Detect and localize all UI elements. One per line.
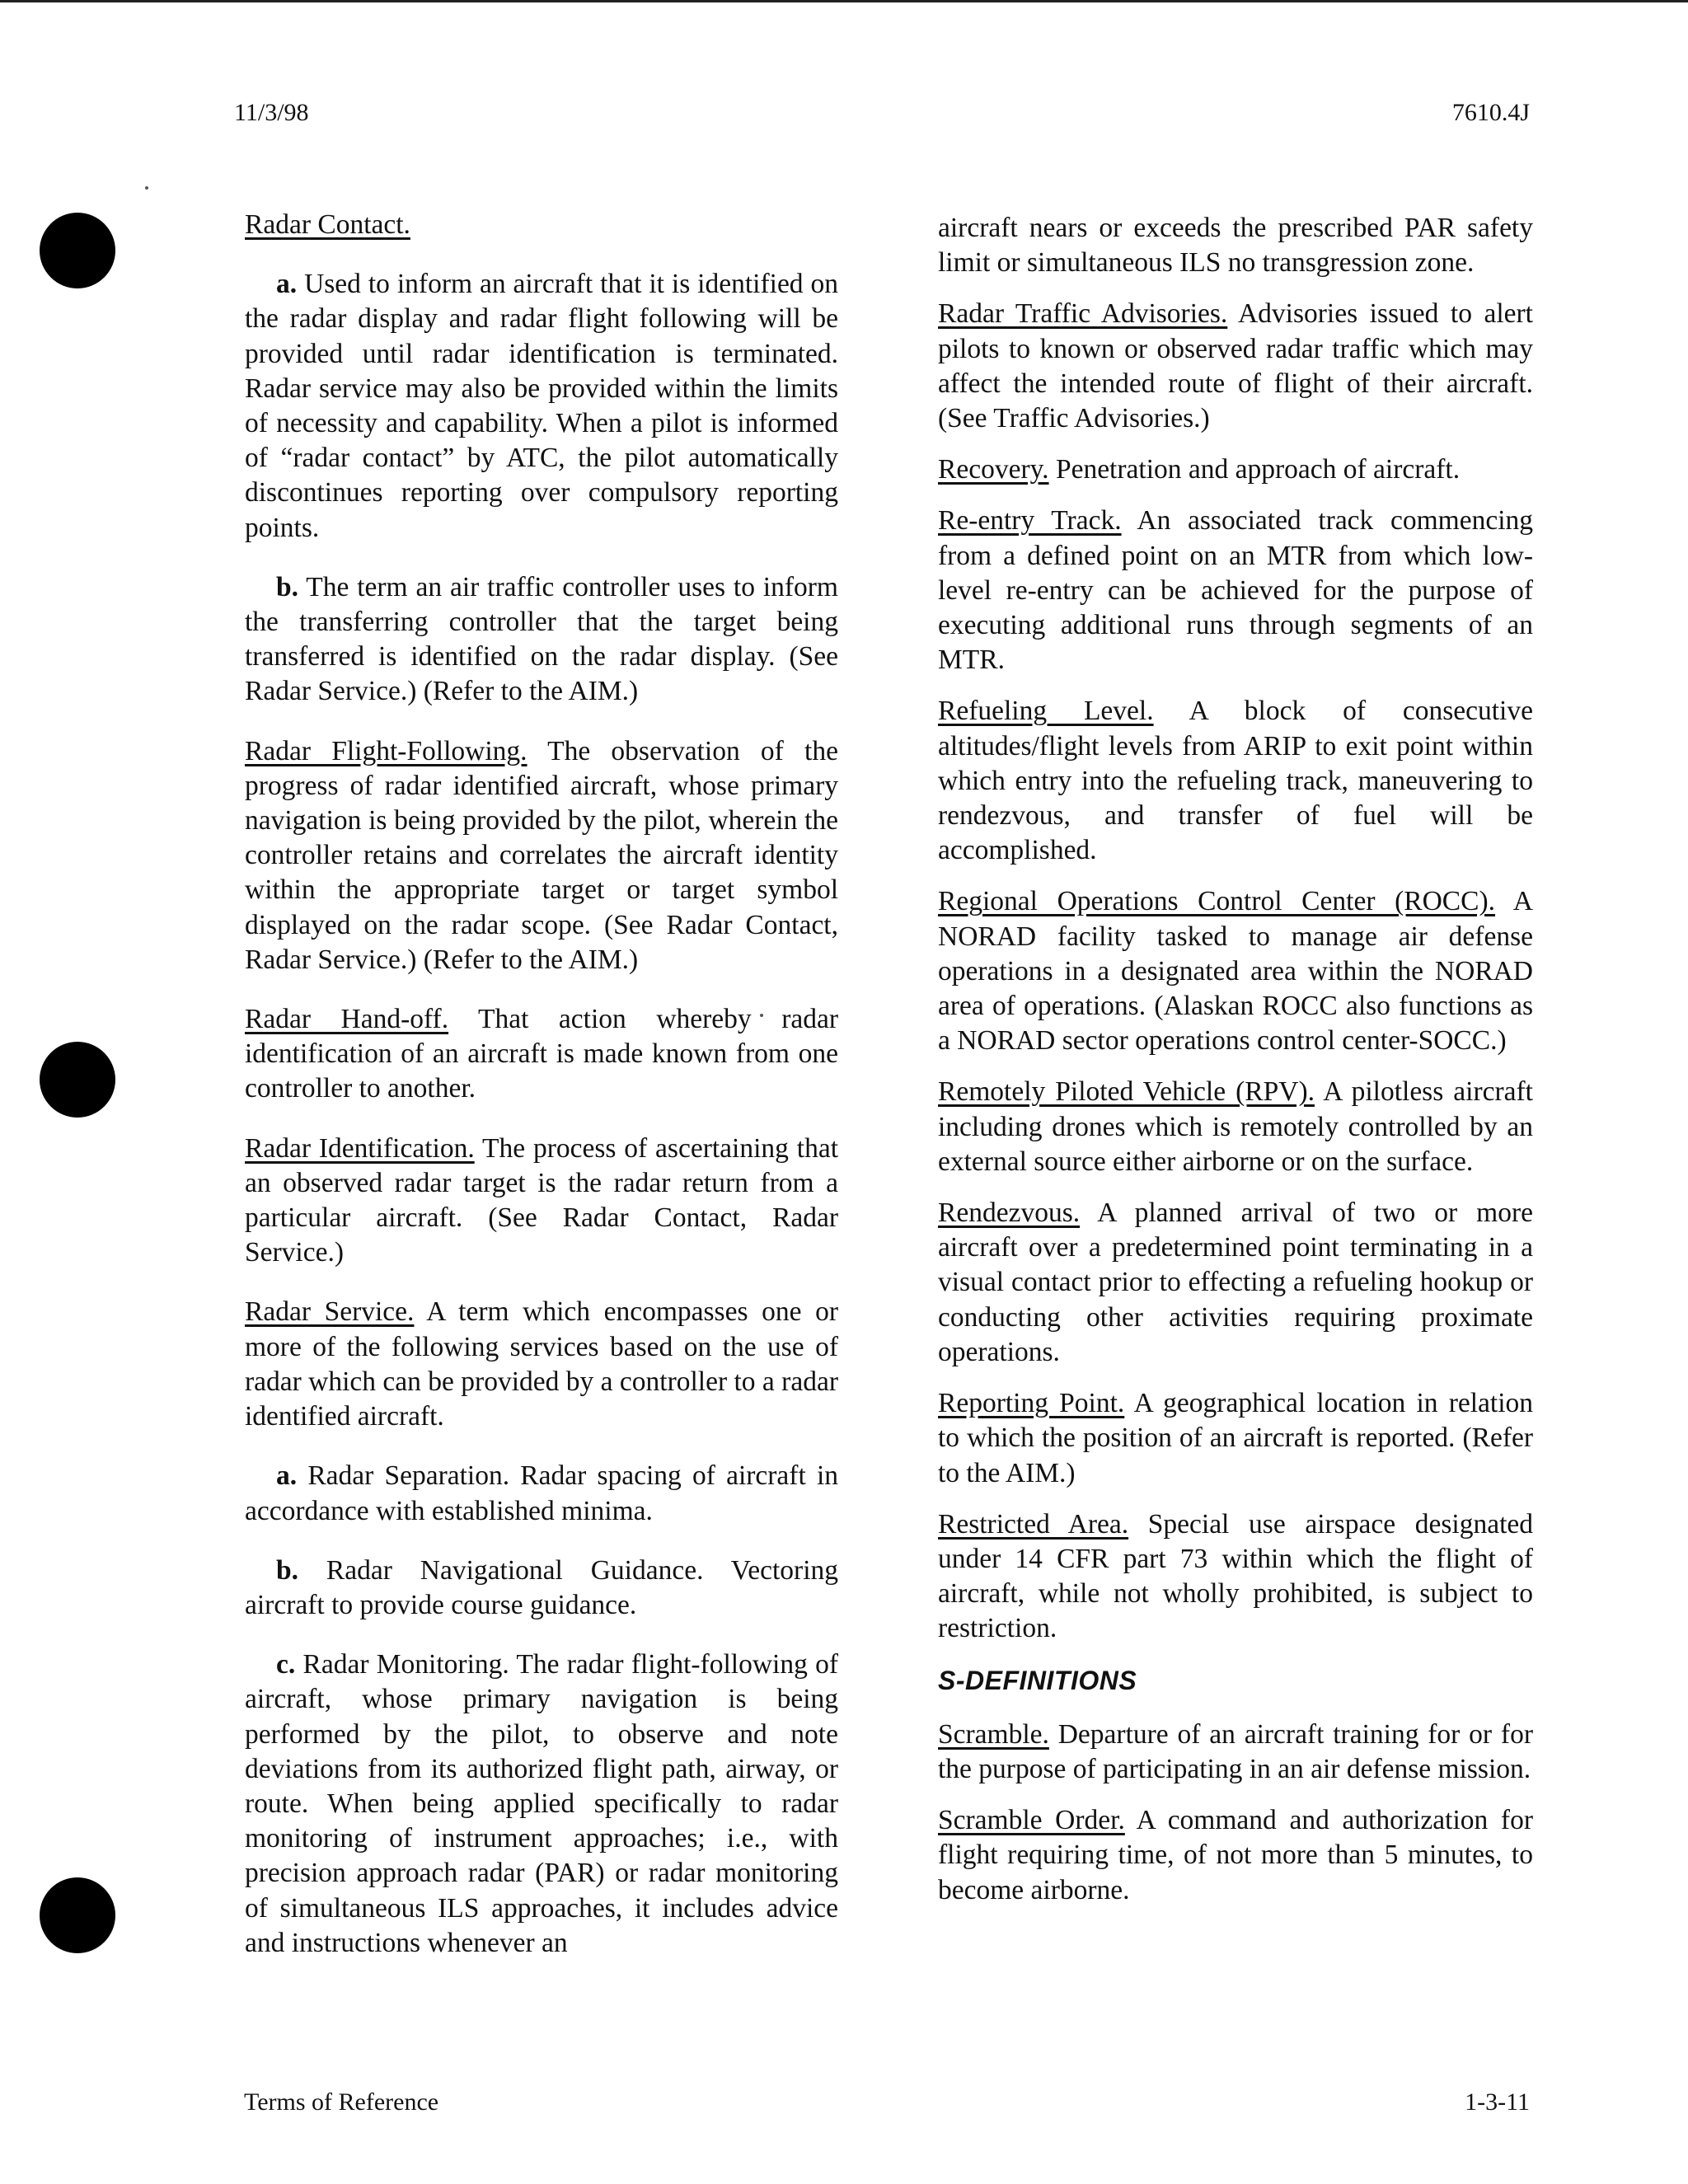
- term-radar-identification: Radar Identification.: [245, 1132, 475, 1164]
- radar-service-a-text: Radar Separation. Radar spacing of aircraft in accordance with established minima.: [245, 1460, 839, 1526]
- definition-re-entry-track: [938, 504, 1533, 677]
- radar-contact-a-text: Used to inform an aircraft that it is identified on the radar display and radar flight following will be provided until radar identification is terminated. Radar service may also be provided within the limits of necessity and capability. When a pilot is informed of “radar contact” by ATC, the pilot automatically discontinues reporting over compulsory reporting points.: [245, 269, 838, 543]
- term-rendezvous: Rendezvous.: [938, 1197, 1081, 1229]
- definition-text: Departure of an aircraft training for or for the purpose of participating in an air defense mission.: [938, 1718, 1533, 1784]
- binder-hole-top: [40, 213, 115, 288]
- definition-radar-traffic-advisories: [938, 297, 1533, 436]
- term-reporting-point: Reporting Point.: [938, 1388, 1125, 1419]
- term-radar-service: Radar Service.: [245, 1296, 415, 1328]
- definition-refueling-level: [938, 694, 1533, 868]
- definition-text: Special use airspace designated under 14 CFR part 73 within which the flight of aircraft, while not wholly prohibited, is subject to restriction.: [938, 1508, 1533, 1644]
- definition-rpv: [938, 1075, 1533, 1179]
- definition-recovery: [938, 452, 1533, 487]
- radar-hand-off-text: That action whereby radar identification of an aircraft is made known from one controller to another.: [245, 1004, 838, 1104]
- term-radar-traffic-advisories: Radar Traffic Advisories.: [938, 298, 1228, 330]
- sub-label-b: b.: [276, 1554, 299, 1586]
- binder-hole-bottom: [40, 1877, 115, 1953]
- sub-label-a: a.: [276, 269, 298, 300]
- definition-text: Penetration and approach of aircraft.: [1055, 454, 1461, 485]
- sub-label-b: b.: [276, 571, 299, 602]
- definition-reporting-point: [938, 1386, 1533, 1491]
- radar-service-text: A term which encompasses one or more of the following services based on the use of radar which can be provided by a controller to a radar identified aircraft.: [245, 1296, 838, 1432]
- term-refueling-level: Refueling Level.: [938, 696, 1154, 727]
- radar-service-b-text: Radar Navigational Guidance. Vectoring aircraft to provide course guidance.: [245, 1554, 838, 1620]
- definition-scramble: [938, 1718, 1533, 1787]
- term-restricted-area: Restricted Area.: [938, 1508, 1129, 1540]
- definition-text: An associated track commencing from a defined point on an MTR from which low-level re-entry can be achieved for the purpose of executing additional runs through segments of an MTR.: [938, 505, 1533, 676]
- term-radar-contact: Radar Contact.: [245, 209, 410, 240]
- definition-text: A NORAD facility tasked to manage air defense operations in a designated area within the NORAD area of operations. (Alaskan ROCC also functions as a NORAD sector operations control center-SOCC.): [938, 886, 1533, 1057]
- definition-radar-service: [245, 1295, 838, 1434]
- radar-flight-following-text: The observation of the progress of radar identified aircraft, whose primary navigation is being provided by the pilot, wherein the controller retains and correlates the aircraft identity within the appropriate target or target symbol displayed on the radar scope. (See Radar Contact, Radar Service.) (Refer to the AIM.): [245, 735, 838, 975]
- continuation-text: aircraft nears or exceeds the prescribed PAR safety limit or simultaneous ILS no transgression zone.: [938, 213, 1533, 279]
- definition-text: A command and authorization for flight requiring time, of not more than 5 minutes, to become airborne.: [938, 1805, 1533, 1905]
- definition-text: A block of consecutive altitudes/flight levels from ARIP to exit point within which entry into the refueling track, maneuvering to rendezvous, and transfer of fuel will be accomplished.: [938, 696, 1533, 866]
- radar-contact-b-text: The term an air traffic controller uses to inform the transferring controller that the target being transferred is identified on the radar display. (See Radar Service.) (Refer to the AIM.): [245, 571, 838, 707]
- term-radar-flight-following: Radar Flight-Following.: [245, 735, 528, 766]
- term-scramble: Scramble.: [938, 1718, 1049, 1750]
- definition-radar-contact-heading: [245, 208, 838, 242]
- sub-label-c: c.: [276, 1649, 296, 1680]
- section-heading-s-definitions: S-DEFINITIONS: [938, 1665, 1137, 1695]
- footer-section-title: Terms of Reference: [244, 2088, 439, 2116]
- definition-radar-identification: [245, 1132, 838, 1271]
- definition-scramble-order: [938, 1803, 1533, 1908]
- definition-text: A planned arrival of two or more aircraft over a predetermined point terminating in a visual contact prior to effecting a refueling hookup or conducting other activities requiring proximate operations.: [938, 1197, 1533, 1367]
- term-scramble-order: Scramble Order.: [938, 1805, 1125, 1836]
- definition-radar-hand-off: [245, 1002, 838, 1107]
- term-recovery: Recovery.: [938, 454, 1049, 485]
- binder-hole-middle: [40, 1042, 115, 1118]
- definition-radar-flight-following: [245, 734, 838, 977]
- top-rule: [0, 0, 1688, 2]
- radar-service-item-a: [245, 1459, 838, 1528]
- definition-radar-contact-a: [245, 267, 838, 546]
- term-radar-hand-off: Radar Hand-off.: [245, 1004, 449, 1035]
- header-doc-number: 7610.4J: [1451, 99, 1530, 126]
- sub-label-a: a.: [276, 1460, 298, 1492]
- scan-speck: [145, 186, 148, 190]
- definition-text: A geographical location in relation to which the position of an aircraft is reported. (Refer to the AIM.): [938, 1388, 1534, 1488]
- definition-text: A pilotless aircraft including drones which is remotely controlled by an external source either airborne or on the surface.: [938, 1076, 1533, 1177]
- radar-identification-text: The process of ascertaining that an observed radar target is the radar return from a particular aircraft. (See Radar Contact, Radar Service.): [245, 1132, 839, 1268]
- radar-service-item-c: [245, 1647, 838, 1961]
- radar-service-c-text: Radar Monitoring. The radar flight-following of aircraft, whose primary navigation is being performed by the pilot, to observe and note deviations from its authorized flight path, airway, or route. When being applied specifically to radar monitoring of instrument approaches; i.e., with precision approach radar (PAR) or radar monitoring of simultaneous ILS approaches, it includes advice and instructions whenever an: [245, 1649, 838, 1958]
- radar-service-item-b: [245, 1554, 838, 1623]
- definition-radar-contact-b: [245, 570, 838, 710]
- right-column: [938, 211, 1533, 1924]
- definition-restricted-area: [938, 1507, 1533, 1647]
- header-date: 11/3/98: [234, 99, 309, 126]
- definition-rocc: [938, 884, 1533, 1058]
- term-rocc: Regional Operations Control Center (ROCC).: [938, 886, 1496, 917]
- term-re-entry-track: Re-entry Track.: [938, 505, 1122, 537]
- footer-page-number: 1-3-11: [1465, 2088, 1530, 2116]
- definition-rendezvous: [938, 1196, 1533, 1370]
- term-rpv: Remotely Piloted Vehicle (RPV).: [938, 1076, 1315, 1108]
- left-column: [245, 208, 838, 1977]
- definition-text: Advisories issued to alert pilots to known or observed radar traffic which may affect the intended route of flight of their aircraft. (See Traffic Advisories.): [938, 298, 1533, 434]
